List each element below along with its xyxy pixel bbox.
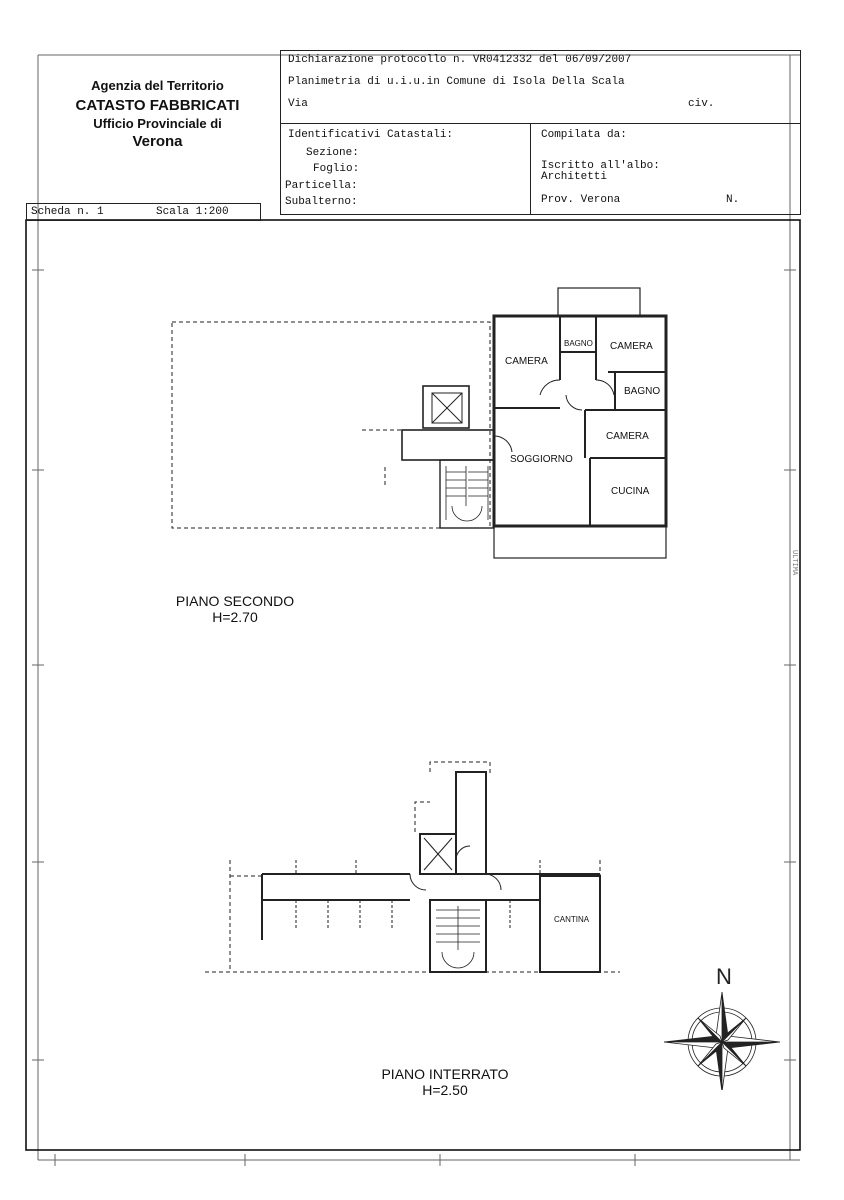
upper-plan-title: PIANO SECONDO [175, 593, 295, 609]
side-note: ULTIMA [790, 550, 798, 576]
lower-plan-title: PIANO INTERRATO [381, 1066, 509, 1082]
particella-label: Particella: [285, 180, 358, 192]
compass-rose-icon [660, 960, 785, 1090]
scheda-label: Scheda n. 1 [31, 206, 104, 218]
scala-label: Scala 1:200 [156, 206, 229, 218]
albo-value: Architetti [541, 171, 608, 183]
room-camera-3: CAMERA [606, 431, 649, 442]
subalterno-label: Subalterno: [285, 196, 358, 208]
room-camera-1: CAMERA [505, 356, 548, 367]
catasto-title: CATASTO FABBRICATI [75, 97, 240, 114]
room-camera-2: CAMERA [610, 341, 653, 352]
room-bagno-2: BAGNO [624, 386, 661, 397]
via-label: Via [288, 98, 308, 110]
room-bagno-1: BAGNO [564, 339, 593, 348]
iscritto-label: Iscritto all'albo: [541, 160, 660, 172]
room-cucina: CUCINA [611, 486, 650, 497]
upper-plan-height: H=2.70 [212, 609, 258, 625]
protocol-text: Dichiarazione protocollo n. VR0412332 del 06/09/2007 [288, 54, 632, 66]
prov-label: Prov. Verona [541, 194, 621, 206]
ufficio-label: Ufficio Provinciale di [93, 116, 222, 131]
lower-plan-height: H=2.50 [422, 1082, 468, 1098]
compilata-label: Compilata da: [541, 129, 627, 141]
north-label: N [716, 964, 732, 989]
city-name: Verona [132, 133, 183, 150]
n-label: N. [726, 194, 740, 206]
room-soggiorno: SOGGIORNO [510, 454, 573, 465]
lower-plan-caption [340, 1066, 550, 1098]
sezione-label: Sezione: [306, 147, 359, 159]
foglio-label: Foglio: [313, 163, 360, 175]
agency-name: Agenzia del Territorio [91, 78, 224, 93]
room-cantina: CANTINA [554, 915, 590, 924]
identificativi-label: Identificativi Catastali: [288, 129, 454, 141]
civ-label: civ. [688, 98, 715, 110]
planimetria-text: Planimetria di u.i.u.in Comune di Isola Della Scala [288, 76, 625, 88]
